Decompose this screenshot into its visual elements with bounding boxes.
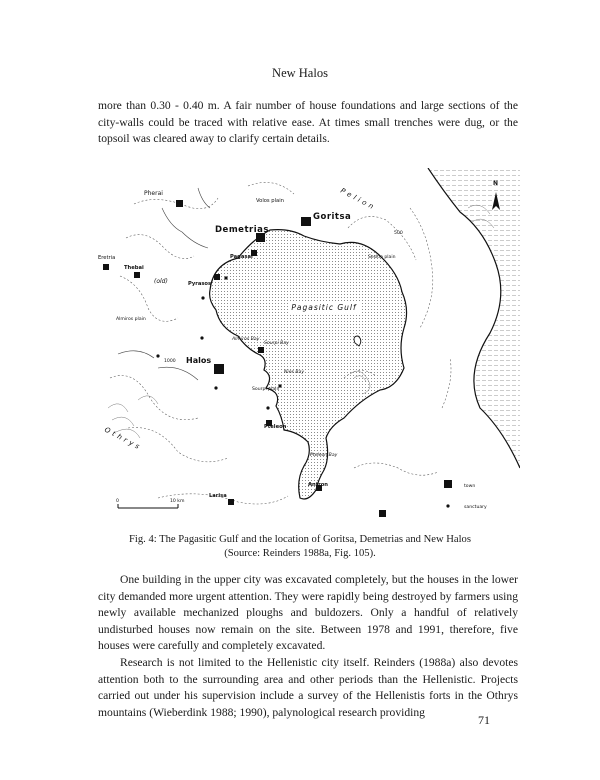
label-sourpi-bay: Sourpi Bay xyxy=(264,341,289,346)
label-larisa: Larisa xyxy=(209,493,227,499)
pagasitic-gulf-map xyxy=(98,168,520,528)
label-pyrasos-alt: (old) xyxy=(154,278,168,285)
town-marker-halos xyxy=(214,364,224,374)
legend-sanctuary-label: sanctuary xyxy=(464,505,487,510)
label-demetrias: Demetrias xyxy=(215,225,269,235)
legend-town-label: town xyxy=(464,484,476,489)
label-othrys: Othrys xyxy=(103,425,144,453)
town-marker-larisa xyxy=(228,499,234,505)
town-marker-thebai xyxy=(134,272,140,278)
town-marker-pherai xyxy=(176,200,183,207)
town-marker-goritsa xyxy=(301,217,311,226)
legend-town-square xyxy=(444,480,452,488)
label-sesklo-plain: Sesklo plain xyxy=(368,255,396,260)
north-label: N xyxy=(493,180,499,187)
label-eretria: Eretria xyxy=(98,255,116,261)
label-pteleon: Pteleon xyxy=(264,424,287,430)
scale-ten-km: 10 km xyxy=(170,499,185,504)
town-marker-south xyxy=(379,510,386,517)
legend-sanctuary-dot xyxy=(446,504,449,507)
figure-caption xyxy=(0,533,600,561)
gulf-label: Pagasitic Gulf xyxy=(291,303,357,312)
town-marker-eretria xyxy=(103,264,109,270)
label-sourpi-plain: Sourpi plain xyxy=(252,387,280,392)
label-contour-1000: 1000 xyxy=(164,359,176,364)
label-pherai: Pherai xyxy=(144,190,163,197)
label-antron: Antron xyxy=(308,482,329,488)
label-halos: Halos xyxy=(186,356,212,365)
map-figure xyxy=(98,168,520,528)
label-almiros-plain: Almiros plain xyxy=(116,317,146,322)
caption-line-2: (Source: Reinders 1988a, Fig. 105). xyxy=(224,548,376,559)
label-nies-bay: Nies Bay xyxy=(284,370,305,375)
label-pagasai: Pagasai xyxy=(230,254,253,260)
paragraph-intro: more than 0.30 - 0.40 m. A fair number of house foundations and large sections of the city-walls could be traced with relative ease. At times small trenches were dug, or the topsoil was cleared away to clarify certain details. xyxy=(98,99,518,145)
label-pteleon-bay: Pteleon Bay xyxy=(310,453,338,458)
scale-zero: 0 xyxy=(116,499,119,504)
label-goritsa: Goritsa xyxy=(313,212,352,222)
paragraph-research: Research is not limited to the Hellenistic city itself. Reinders (1988a) also devotes attention both to the surrounding area and other periods than the Hellenistic. Projects carried out under his supervision include a survey of the Hellenistis forts in the Othrys mountains (Wieberdink 1988; 1990), palynological research providing xyxy=(98,656,518,719)
label-pyrasos: Pyrasos xyxy=(188,281,212,287)
caption-line-1: Fig. 4: The Pagasitic Gulf and the location of Goritsa, Demetrias and New Halos xyxy=(129,534,471,545)
running-title: New Halos xyxy=(272,66,328,80)
label-pelion: Pelion xyxy=(339,186,378,213)
label-volos-plain: Volos plain xyxy=(256,198,284,204)
paragraph-building: One building in the upper city was excavated completely, but the houses in the lower city demanded more urgent attention. They were rapidly being destroyed by farmers using newly available mechanized ploughs and buldozers. Only a handful of relatively undisturbed houses now remain on the site. Between 1978 and 1991, therefore, five houses were carefully and completely excavated. xyxy=(98,573,518,652)
label-thebai: Thebai xyxy=(124,265,144,271)
town-marker-pyrasos xyxy=(214,274,220,280)
label-almiros-bay: Almiros Bay xyxy=(232,337,260,342)
label-contour-500: 500 xyxy=(394,231,403,236)
page-number: 71 xyxy=(478,713,490,727)
town-marker-almiros-bay xyxy=(258,347,264,353)
